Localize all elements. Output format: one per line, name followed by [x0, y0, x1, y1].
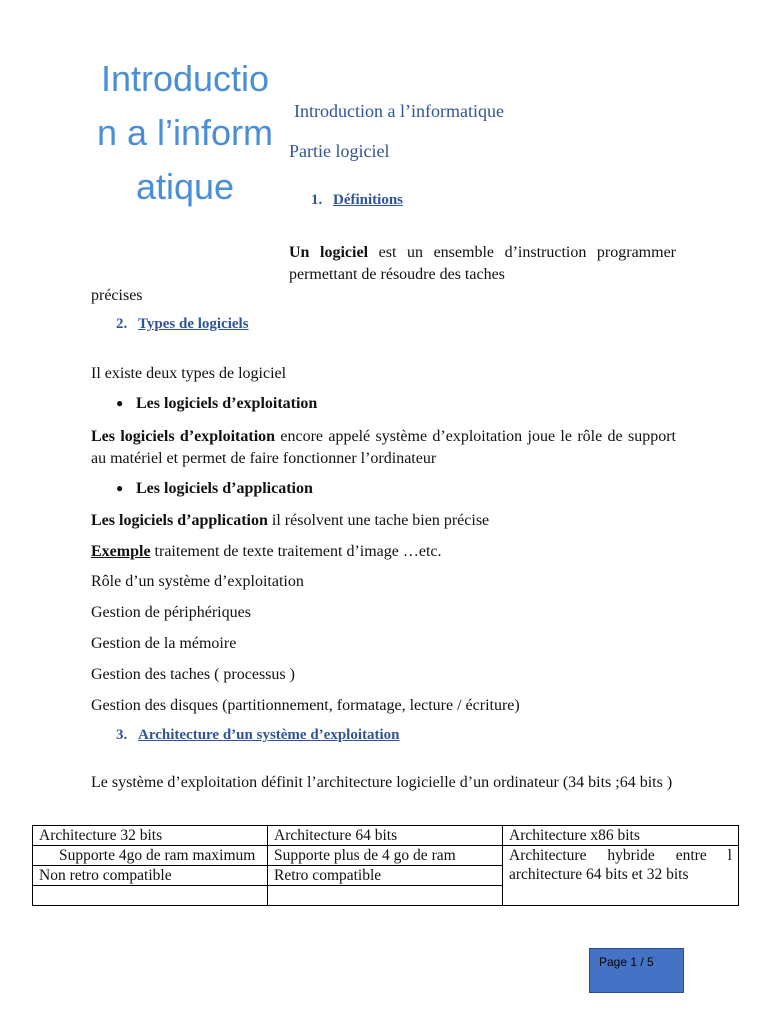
section-title: Définitions: [333, 192, 404, 208]
definition-text: est un ensemble d’instruction programmer permettant de résoudre des taches: [289, 244, 676, 283]
bullet-dot: ●: [116, 481, 124, 495]
table-cell: Supporte plus de 4 go de ram: [268, 846, 503, 866]
document-heading: Introduction a l’informatique: [294, 101, 504, 121]
application-description: [91, 510, 489, 532]
table-cell: Supporte 4go de ram maximum: [33, 846, 268, 866]
role-line: Gestion de périphériques: [91, 604, 251, 621]
bullet-label: Les logiciels d’exploitation: [136, 395, 318, 412]
table-cell-empty: [268, 886, 503, 906]
example-text: traitement de texte traitement d’image …etc.: [150, 543, 442, 560]
role-line: Gestion des disques (partitionnement, formatage, lecture / écriture): [91, 697, 520, 714]
definition-term: Un logiciel: [289, 244, 369, 261]
role-line: Gestion de la mémoire: [91, 635, 237, 652]
table-cell: Architecture hybride entre l architecture 64 bits et 32 bits: [503, 846, 739, 906]
architecture-intro: Le système d’exploitation définit l’architecture logicielle d’un ordinateur (34 bits ;64 bits ): [91, 774, 673, 791]
definition-paragraph: [289, 242, 676, 286]
application-text: il résolvent une tache bien précise: [267, 512, 490, 529]
bullet-application: [116, 480, 313, 498]
table-header-row: [33, 826, 739, 846]
exploitation-term: Les logiciels d’exploitation: [91, 428, 276, 445]
table-header-cell: Architecture 32 bits: [33, 826, 268, 846]
table-cell: Non retro compatible: [33, 866, 268, 886]
bullet-exploitation: [116, 395, 317, 413]
bullet-dot: ●: [116, 396, 124, 410]
role-line: Gestion des taches ( processus ): [91, 666, 295, 683]
page-number-box: Page 1 / 5: [589, 948, 684, 993]
section-heading-definitions: [311, 192, 403, 209]
section-title: Architecture d’un système d’exploitation: [138, 727, 400, 743]
section-title: Types de logiciels: [138, 316, 249, 332]
table-cell: Retro compatible: [268, 866, 503, 886]
table-row: [33, 846, 739, 866]
table-header-cell: Architecture 64 bits: [268, 826, 503, 846]
architecture-table: [32, 825, 739, 906]
section-number: 2.: [116, 316, 128, 332]
table-header-cell: Architecture x86 bits: [503, 826, 739, 846]
section-number: 3.: [116, 727, 128, 743]
types-intro: Il existe deux types de logiciel: [91, 365, 287, 382]
example-line: [91, 541, 442, 563]
application-term: Les logiciels d’application: [91, 512, 268, 529]
document-subheading: Partie logiciel: [289, 141, 390, 161]
example-label: Exemple: [91, 543, 151, 560]
table-cell-empty: [33, 886, 268, 906]
exploitation-description: [91, 426, 676, 470]
bullet-label: Les logiciels d’application: [136, 480, 313, 497]
definition-continuation: précises: [91, 287, 143, 304]
section-number: 1.: [311, 192, 323, 208]
role-heading: Rôle d’un système d’exploitation: [91, 573, 304, 590]
exploitation-text: encore appelé système d’exploitation joue le rôle de support au matériel et permet de faire fonctionner l’ordinateur: [91, 428, 677, 467]
section-heading-types: [116, 316, 249, 333]
section-heading-architecture: [116, 727, 400, 744]
side-title: Introduction a l’informatique: [96, 58, 274, 207]
